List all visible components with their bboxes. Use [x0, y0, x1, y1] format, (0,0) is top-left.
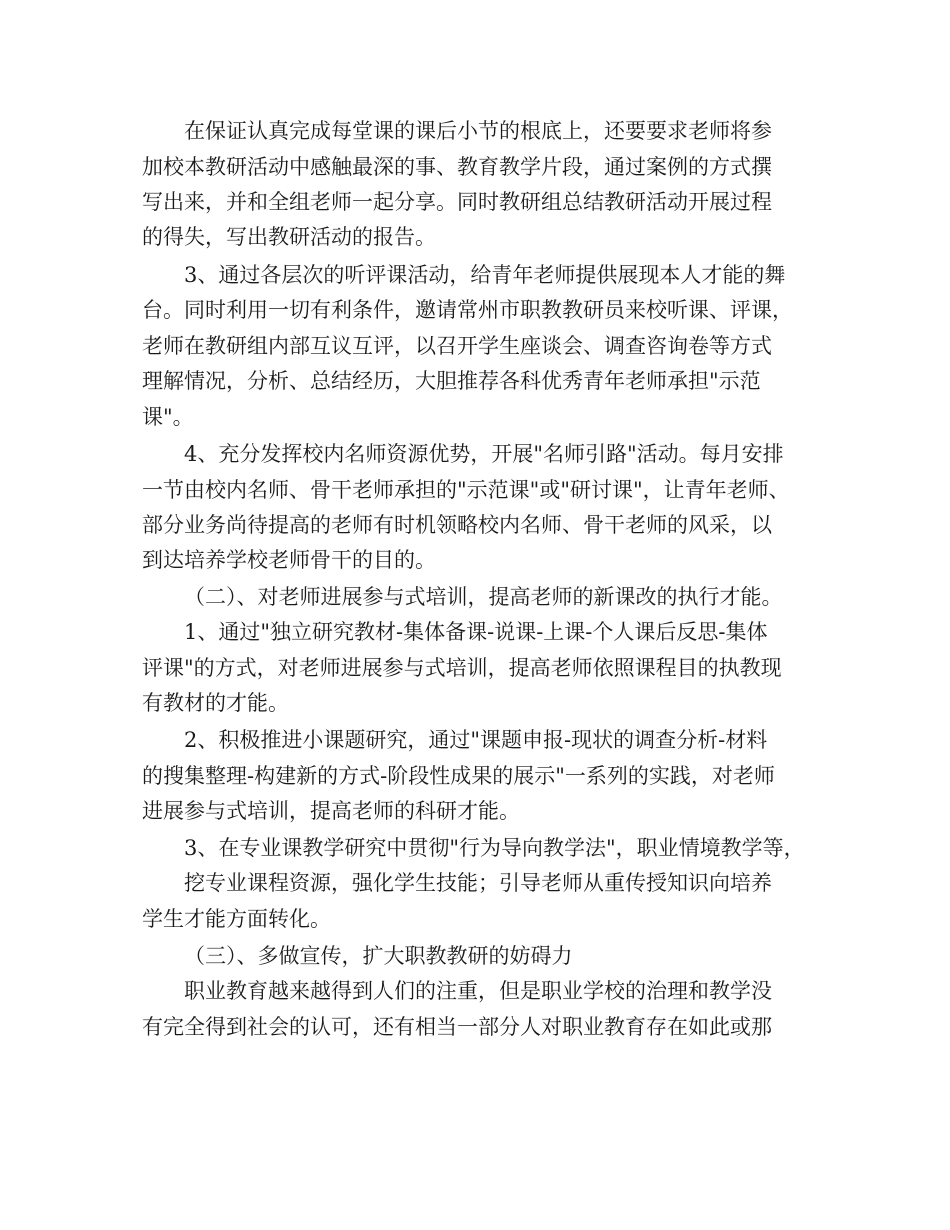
- paragraph-line: 老师在教研组内部互议互评，以召开学生座谈会、调查咨询卷等方式: [142, 334, 772, 358]
- paragraph-line: 课"。: [142, 405, 194, 429]
- paragraph-line: 2、积极推进小课题研究，通过"课题申报-现状的调查分析-材料: [184, 728, 768, 752]
- paragraph-line: 写出来，并和全组老师一起分享。同时教研组总结教研活动开展过程: [142, 190, 772, 214]
- paragraph-line: 有完全得到社会的认可，还有相当一部分人对职业教育存在如此或那: [142, 1015, 772, 1039]
- section-heading: （二）、对老师进展参与式培训，提高老师的新课改的执行才能。: [184, 585, 783, 609]
- paragraph-line: 3、在专业课教学研究中贯彻"行为导向教学法"，职业情境教学等，: [184, 836, 805, 860]
- paragraph-line: 加校本教研活动中感触最深的事、教育教学片段，通过案例的方式撰: [142, 155, 772, 179]
- paragraph-line: 职业教育越来越得到人们的注重，但是职业学校的治理和教学没: [184, 979, 772, 1003]
- paragraph-line: 学生才能方面转化。: [142, 907, 331, 931]
- paragraph-line: 评课"的方式，对老师进展参与式培训，提高老师依照课程目的执教现: [142, 656, 782, 680]
- paragraph-line: 的得失，写出教研活动的报告。: [142, 225, 436, 249]
- paragraph-line: 到达培养学校老师骨干的目的。: [142, 548, 436, 572]
- paragraph-line: 1、通过"独立研究教材-集体备课-说课-上课-个人课后反思-集体: [184, 620, 768, 644]
- paragraph-line: 部分业务尚待提高的老师有时机领略校内名师、骨干老师的风采，以: [142, 513, 772, 537]
- paragraph-line: 有教材的才能。: [142, 691, 289, 715]
- paragraph-line: 挖专业课程资源，强化学生技能；引导老师从重传授知识向培养: [184, 871, 772, 895]
- paragraph-line: 4、充分发挥校内名师资源优势，开展"名师引路"活动。每月安排: [184, 442, 784, 466]
- section-heading: （三）、多做宣传，扩大职教教研的妨碍力: [184, 944, 573, 968]
- paragraph-line: 3、通过各层次的听评课活动，给青年老师提供展现本人才能的舞: [184, 263, 786, 287]
- paragraph-line: 一节由校内名师、骨干老师承担的"示范课"或"研讨课"，让青年老师、: [142, 478, 790, 502]
- paragraph-line: 的搜集整理-构建新的方式-阶段性成果的展示"一系列的实践，对老师: [142, 764, 775, 788]
- paragraph-line: 理解情况，分析、总结经历，大胆推荐各科优秀青年老师承担"示范: [142, 369, 761, 393]
- paragraph-line: 台。同时利用一切有利条件，邀请常州市职教教研员来校听课、评课，: [142, 298, 793, 322]
- paragraph-line: 在保证认真完成每堂课的课后小节的根底上，还要要求老师将参: [184, 119, 772, 143]
- paragraph-line: 进展参与式培训，提高老师的科研才能。: [142, 799, 520, 823]
